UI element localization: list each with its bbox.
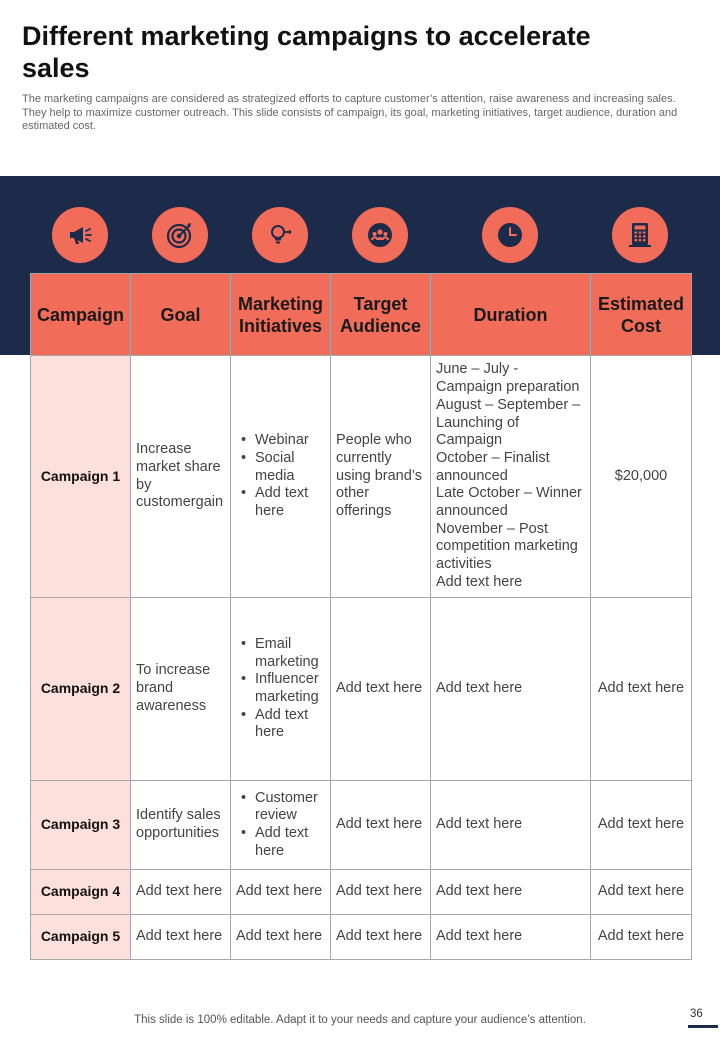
duration-cell (431, 356, 591, 598)
campaign-name: Campaign 3 (31, 781, 131, 870)
footer-note (0, 1014, 720, 1026)
duration-cell: Add text here (431, 870, 591, 915)
page-number-bar (688, 1025, 718, 1028)
initiative-item: • Webinar (236, 432, 325, 450)
duration-cell: Add text here (431, 598, 591, 781)
initiative-item: • Add text here (236, 707, 325, 742)
audience-cell: Add text here (331, 870, 431, 915)
goal-cell: Increase market share by customergain (131, 356, 231, 598)
cost-cell: Add text here (591, 598, 692, 781)
campaign-name: Campaign 1 (31, 356, 131, 598)
cost-cell: Add text here (591, 781, 692, 870)
page-subtitle: The marketing campaigns are considered as strategized efforts to capture customer’s attention, raise awareness and increasing sales. They help to maximize customer outreach. This slide consists of campaign, its goal, marketing initiatives, target audience, duration and estimated cost. (22, 93, 678, 132)
header-duration: Duration (431, 274, 591, 356)
target-icon (152, 207, 208, 263)
header-goal: Goal (131, 274, 231, 356)
header-target-audience: Target Audience (331, 274, 431, 356)
duration-line: October – Finalist announced (436, 449, 550, 484)
initiative-item: • Add text here (236, 485, 325, 520)
table-header-row (31, 274, 692, 356)
audience-icon (352, 207, 408, 263)
duration-line: Add text here (436, 573, 523, 590)
megaphone-icon (52, 207, 108, 263)
duration-line: November – Post competition marketing activities (436, 520, 578, 573)
initiative-item: • Social media (236, 450, 325, 485)
duration-line: Late October – Winner announced (436, 485, 582, 520)
calculator-icon (612, 207, 668, 263)
audience-cell: Add text here (331, 598, 431, 781)
initiatives-cell: Add text here (231, 915, 331, 960)
cost-cell: Add text here (591, 870, 692, 915)
clock-icon (482, 207, 538, 263)
initiative-item: • Email marketing (236, 636, 325, 671)
initiative-item: • Add text here (236, 825, 325, 860)
table-row (31, 598, 692, 781)
footer-text: This slide is 100% editable. Adapt it to your needs and capture your audience’s attention. (134, 1014, 586, 1026)
lightbulb-icon (252, 207, 308, 263)
table-row (31, 870, 692, 915)
cost-cell: Add text here (591, 915, 692, 960)
audience-cell: Add text here (331, 781, 431, 870)
campaign-name: Campaign 2 (31, 598, 131, 781)
initiatives-cell: Add text here (231, 870, 331, 915)
initiatives-cell (231, 781, 331, 870)
duration-line: August – September – Launching of Campaign (436, 396, 581, 449)
goal-cell: Add text here (131, 870, 231, 915)
duration-cell: Add text here (431, 915, 591, 960)
audience-cell: Add text here (331, 915, 431, 960)
campaign-name: Campaign 4 (31, 870, 131, 915)
initiatives-cell (231, 598, 331, 781)
initiative-item: • Influencer marketing (236, 671, 325, 706)
header-marketing-initiatives: Marketing Initiatives (231, 274, 331, 356)
goal-cell: Add text here (131, 915, 231, 960)
table-row (31, 915, 692, 960)
cost-cell: $20,000 (591, 356, 692, 598)
header-estimated-cost: Estimated Cost (591, 274, 692, 356)
initiative-item: • Customer review (236, 790, 325, 825)
campaign-name: Campaign 5 (31, 915, 131, 960)
page-title: Different marketing campaigns to accelerate sales (22, 21, 591, 83)
table-row (31, 781, 692, 870)
header-campaign: Campaign (31, 274, 131, 356)
page-number: 36 (690, 1008, 703, 1020)
initiatives-cell (231, 356, 331, 598)
campaign-table (30, 273, 692, 960)
goal-cell: To increase brand awareness (131, 598, 231, 781)
duration-cell: Add text here (431, 781, 591, 870)
duration-line: June – July - Campaign preparation (436, 361, 580, 396)
audience-cell: People who currently using brand’s other offerings (331, 356, 431, 598)
goal-cell: Identify sales opportunities (131, 781, 231, 870)
table-row (31, 356, 692, 598)
